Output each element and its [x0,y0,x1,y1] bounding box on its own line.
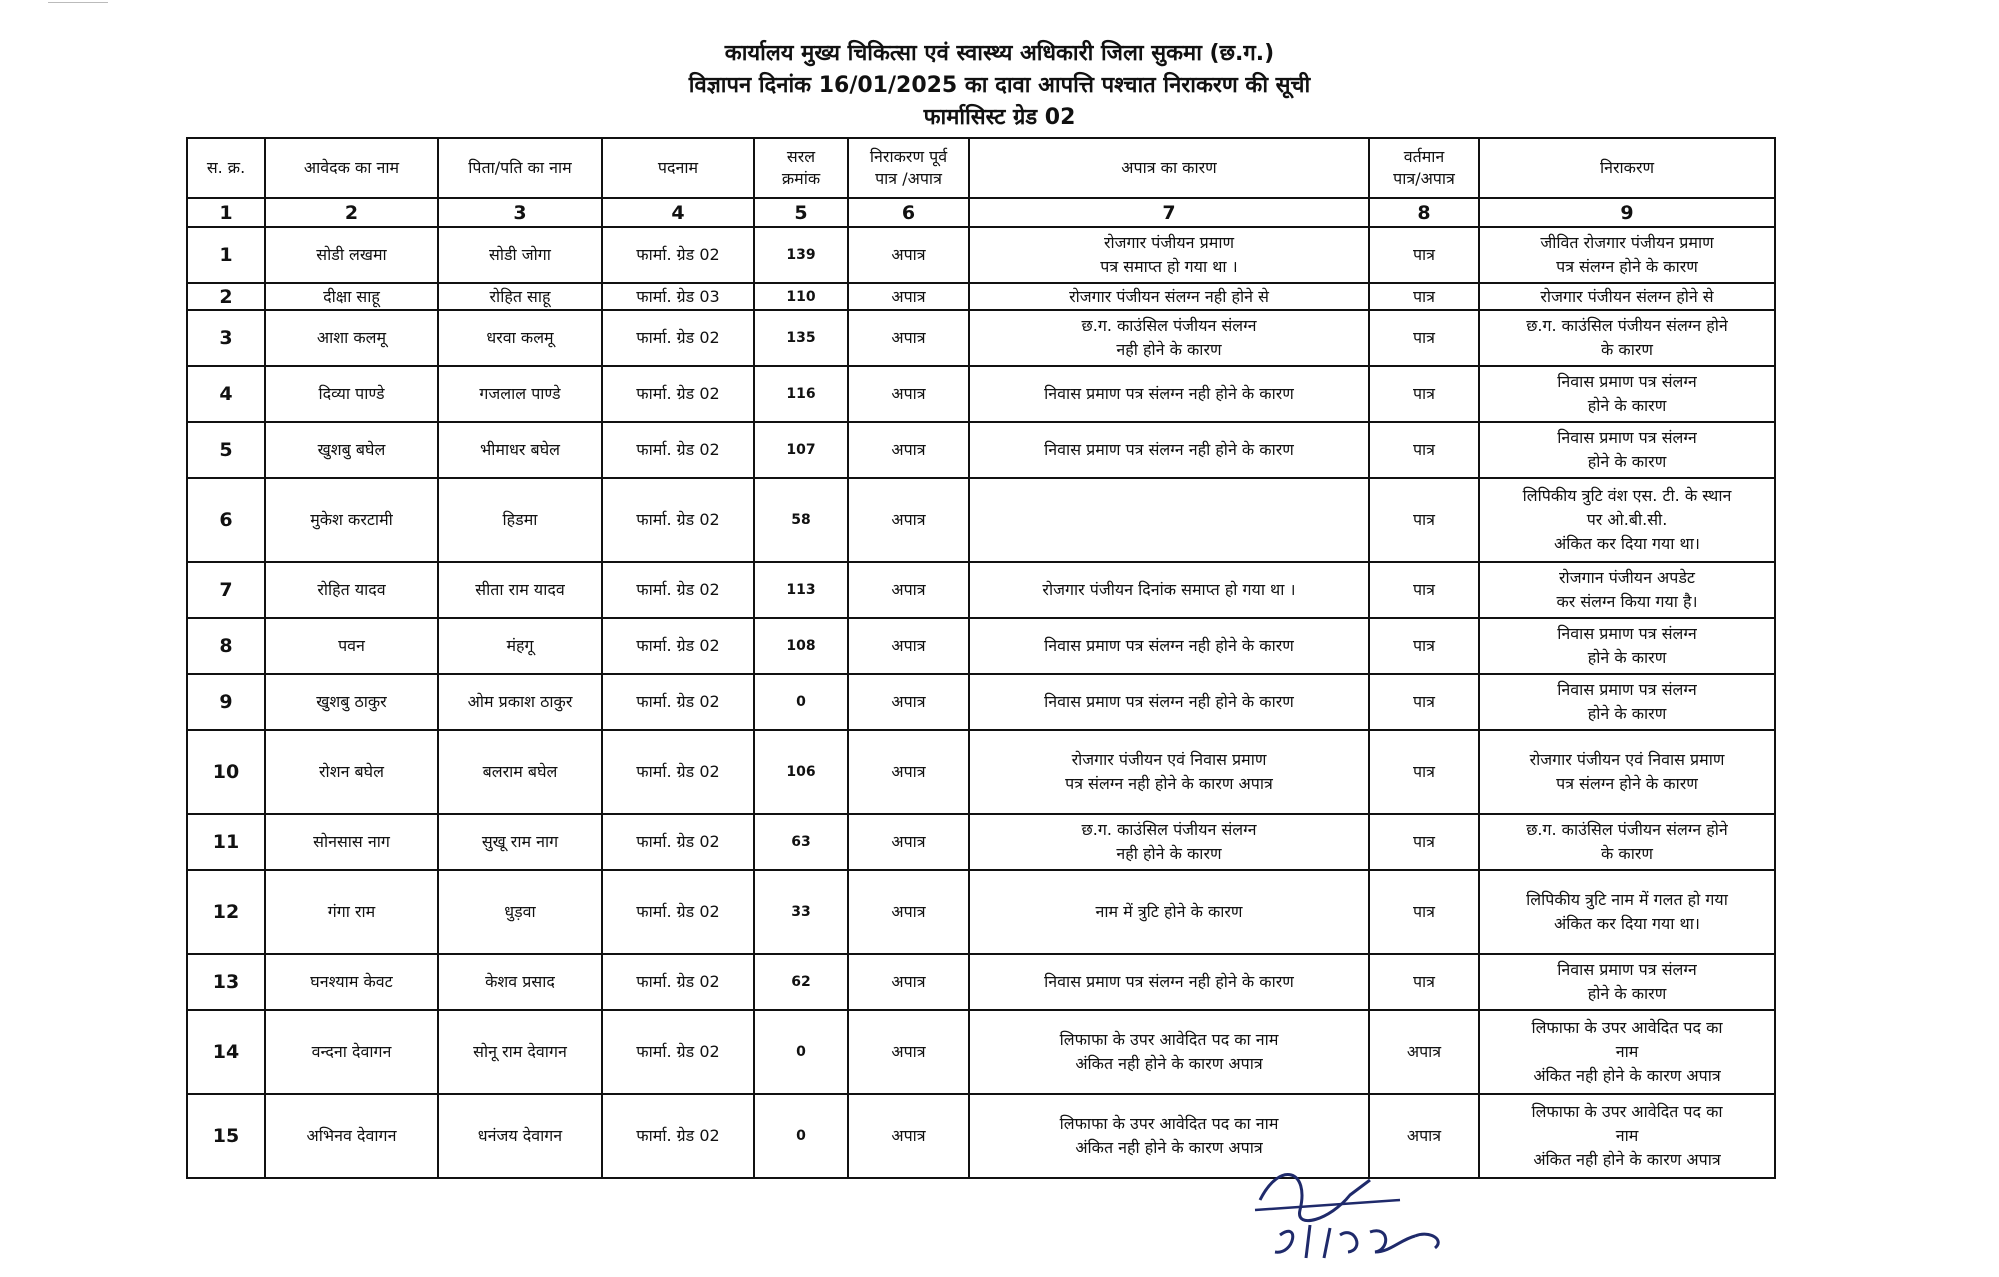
resolution-cell: निवास प्रमाण पत्र संलग्न होने के कारण [1479,618,1775,674]
status-before-cell: अपात्र [848,366,969,422]
resolution-cell: लिपिकीय त्रुटि वंश एस. टी. के स्थान पर ओ.बी.सी. अंकित कर दिया गया था। [1479,478,1775,562]
father-name-cell: मंहगू [438,618,602,674]
ineligibility-reason-cell: छ.ग. काउंसिल पंजीयन संलग्न नही होने के कारण [969,814,1369,870]
father-name-cell: सुखू राम नाग [438,814,602,870]
current-status-cell: पात्र [1369,814,1479,870]
table-row [187,674,1775,730]
ineligibility-reason-cell [969,478,1369,562]
father-name-cell: धरवा कलमू [438,310,602,366]
resolution-cell: छ.ग. काउंसिल पंजीयन संलग्न होने के कारण [1479,310,1775,366]
status-before-cell: अपात्र [848,310,969,366]
resolution-cell: निवास प्रमाण पत्र संलग्न होने के कारण [1479,954,1775,1010]
post-cell: फार्मा. ग्रेड 02 [602,227,754,283]
roll-number-cell: 139 [754,227,848,283]
table-row [187,310,1775,366]
current-status-cell: पात्र [1369,283,1479,310]
ineligibility-reason-cell: रोजगार पंजीयन एवं निवास प्रमाण पत्र संलग्न नही होने के कारण अपात्र [969,730,1369,814]
col-header-post: पदनाम [602,138,754,198]
current-status-cell: पात्र [1369,310,1479,366]
post-cell: फार्मा. ग्रेड 02 [602,618,754,674]
col-header-ineligibility-reason: अपात्र का कारण [969,138,1369,198]
resolution-cell: लिफाफा के उपर आवेदित पद का नाम अंकित नही होने के कारण अपात्र [1479,1010,1775,1094]
serial-cell: 14 [187,1010,265,1094]
current-status-cell: पात्र [1369,366,1479,422]
advertisement-title: विज्ञापन दिनांक 16/01/2025 का दावा आपत्ति पश्चात निराकरण की सूची [688,73,1311,98]
office-title: कार्यालय मुख्य चिकित्सा एवं स्वास्थ्य अधिकारी जिला सुकमा (छ.ग.) [724,41,1275,66]
col-header-applicant-name: आवेदक का नाम [265,138,438,198]
roll-number-cell: 0 [754,1010,848,1094]
applicant-name-cell: रोशन बघेल [265,730,438,814]
column-number: 2 [265,198,438,227]
status-before-cell: अपात्र [848,1010,969,1094]
serial-cell: 5 [187,422,265,478]
ineligibility-reason-cell: लिफाफा के उपर आवेदित पद का नाम अंकित नही होने के कारण अपात्र [969,1094,1369,1178]
resolution-cell: निवास प्रमाण पत्र संलग्न होने के कारण [1479,366,1775,422]
father-name-cell: सोडी जोगा [438,227,602,283]
status-before-cell: अपात्र [848,478,969,562]
resolution-cell: रोजगार पंजीयन संलग्न होने से [1479,283,1775,310]
serial-cell: 1 [187,227,265,283]
table-row [187,618,1775,674]
table-row [187,366,1775,422]
applicant-name-cell: सोडी लखमा [265,227,438,283]
status-before-cell: अपात्र [848,730,969,814]
applicant-name-cell: मुकेश करटामी [265,478,438,562]
current-status-cell: पात्र [1369,618,1479,674]
serial-cell: 13 [187,954,265,1010]
applicant-name-cell: दीक्षा साहू [265,283,438,310]
serial-cell: 6 [187,478,265,562]
post-cell: फार्मा. ग्रेड 02 [602,478,754,562]
col-header-current-status: वर्तमान पात्र/अपात्र [1369,138,1479,198]
column-number: 5 [754,198,848,227]
resolution-cell: रोजगार पंजीयन एवं निवास प्रमाण पत्र संलग्न होने के कारण [1479,730,1775,814]
roll-number-cell: 107 [754,422,848,478]
serial-cell: 10 [187,730,265,814]
post-cell: फार्मा. ग्रेड 02 [602,814,754,870]
table-row [187,870,1775,954]
serial-cell: 9 [187,674,265,730]
applicant-name-cell: आशा कलमू [265,310,438,366]
serial-cell: 2 [187,283,265,310]
current-status-cell: पात्र [1369,954,1479,1010]
column-number-row [187,198,1775,227]
current-status-cell: पात्र [1369,730,1479,814]
serial-cell: 4 [187,366,265,422]
column-number: 9 [1479,198,1775,227]
serial-cell: 7 [187,562,265,618]
serial-cell: 3 [187,310,265,366]
resolution-cell: जीवित रोजगार पंजीयन प्रमाण पत्र संलग्न होने के कारण [1479,227,1775,283]
father-name-cell: रोहित साहू [438,283,602,310]
status-before-cell: अपात्र [848,618,969,674]
serial-cell: 12 [187,870,265,954]
post-cell: फार्मा. ग्रेड 02 [602,870,754,954]
current-status-cell: पात्र [1369,227,1479,283]
post-cell: फार्मा. ग्रेड 02 [602,1094,754,1178]
table-row [187,954,1775,1010]
resolution-cell: रोजगान पंजीयन अपडेट कर संलग्न किया गया है। [1479,562,1775,618]
column-number: 1 [187,198,265,227]
roll-number-cell: 113 [754,562,848,618]
table-body [187,227,1775,1178]
applicant-name-cell: रोहित यादव [265,562,438,618]
ineligibility-reason-cell: निवास प्रमाण पत्र संलग्न नही होने के कारण [969,674,1369,730]
table-row [187,1010,1775,1094]
current-status-cell: अपात्र [1369,1094,1479,1178]
status-before-cell: अपात्र [848,674,969,730]
current-status-cell: अपात्र [1369,1010,1479,1094]
post-cell: फार्मा. ग्रेड 03 [602,283,754,310]
ineligibility-reason-cell: निवास प्रमाण पत्र संलग्न नही होने के कारण [969,422,1369,478]
resolution-cell: निवास प्रमाण पत्र संलग्न होने के कारण [1479,674,1775,730]
table-row [187,478,1775,562]
father-name-cell: भीमाधर बघेल [438,422,602,478]
applicant-name-cell: घनश्याम केवट [265,954,438,1010]
col-header-roll-number: सरल क्रमांक [754,138,848,198]
post-cell: फार्मा. ग्रेड 02 [602,954,754,1010]
roll-number-cell: 62 [754,954,848,1010]
father-name-cell: धनंजय देवागन [438,1094,602,1178]
post-cell: फार्मा. ग्रेड 02 [602,1010,754,1094]
table-row [187,730,1775,814]
roll-number-cell: 106 [754,730,848,814]
resolution-cell: लिपिकीय त्रुटि नाम में गलत हो गया अंकित कर दिया गया था। [1479,870,1775,954]
post-cell: फार्मा. ग्रेड 02 [602,562,754,618]
serial-cell: 15 [187,1094,265,1178]
column-number: 6 [848,198,969,227]
father-name-cell: धुड़वा [438,870,602,954]
header-row [187,138,1775,198]
ineligibility-reason-cell: लिफाफा के उपर आवेदित पद का नाम अंकित नही होने के कारण अपात्र [969,1010,1369,1094]
applicant-name-cell: दिव्या पाण्डे [265,366,438,422]
col-header-serial: स. क्र. [187,138,265,198]
serial-cell: 8 [187,618,265,674]
applicant-name-cell: खुशबु बघेल [265,422,438,478]
post-cell: फार्मा. ग्रेड 02 [602,366,754,422]
status-before-cell: अपात्र [848,814,969,870]
table-row [187,422,1775,478]
resolution-table [186,137,1776,1179]
resolution-cell: लिफाफा के उपर आवेदित पद का नाम अंकित नही होने के कारण अपात्र [1479,1094,1775,1178]
table-row [187,227,1775,283]
applicant-name-cell: खुशबु ठाकुर [265,674,438,730]
roll-number-cell: 108 [754,618,848,674]
father-name-cell: गजलाल पाण्डे [438,366,602,422]
resolution-cell: छ.ग. काउंसिल पंजीयन संलग्न होने के कारण [1479,814,1775,870]
ineligibility-reason-cell: निवास प्रमाण पत्र संलग्न नही होने के कारण [969,618,1369,674]
resolution-cell: निवास प्रमाण पत्र संलग्न होने के कारण [1479,422,1775,478]
roll-number-cell: 110 [754,283,848,310]
applicant-name-cell: अभिनव देवागन [265,1094,438,1178]
table-row [187,814,1775,870]
roll-number-cell: 116 [754,366,848,422]
status-before-cell: अपात्र [848,422,969,478]
ineligibility-reason-cell: रोजगार पंजीयन संलग्न नही होने से [969,283,1369,310]
status-before-cell: अपात्र [848,562,969,618]
roll-number-cell: 0 [754,674,848,730]
post-cell: फार्मा. ग्रेड 02 [602,730,754,814]
column-number: 7 [969,198,1369,227]
post-cell: फार्मा. ग्रेड 02 [602,310,754,366]
table-row [187,562,1775,618]
current-status-cell: पात्र [1369,422,1479,478]
status-before-cell: अपात्र [848,870,969,954]
ineligibility-reason-cell: नाम में त्रुटि होने के कारण [969,870,1369,954]
ineligibility-reason-cell: रोजगार पंजीयन प्रमाण पत्र समाप्त हो गया था । [969,227,1369,283]
column-number: 8 [1369,198,1479,227]
father-name-cell: ओम प्रकाश ठाकुर [438,674,602,730]
father-name-cell: केशव प्रसाद [438,954,602,1010]
roll-number-cell: 135 [754,310,848,366]
col-header-status-before: निराकरण पूर्व पात्र /अपात्र [848,138,969,198]
scan-corner-mark [48,2,108,9]
column-number: 4 [602,198,754,227]
status-before-cell: अपात्र [848,283,969,310]
status-before-cell: अपात्र [848,1094,969,1178]
ineligibility-reason-cell: रोजगार पंजीयन दिनांक समाप्त हो गया था । [969,562,1369,618]
father-name-cell: सोनू राम देवागन [438,1010,602,1094]
current-status-cell: पात्र [1369,870,1479,954]
table-row [187,1094,1775,1178]
applicant-name-cell: पवन [265,618,438,674]
applicant-name-cell: सोनसास नाग [265,814,438,870]
roll-number-cell: 63 [754,814,848,870]
post-cell: फार्मा. ग्रेड 02 [602,422,754,478]
column-number: 3 [438,198,602,227]
table-row [187,283,1775,310]
col-header-father-name: पिता/पति का नाम [438,138,602,198]
status-before-cell: अपात्र [848,954,969,1010]
current-status-cell: पात्र [1369,562,1479,618]
current-status-cell: पात्र [1369,674,1479,730]
ineligibility-reason-cell: निवास प्रमाण पत्र संलग्न नही होने के कारण [969,954,1369,1010]
ineligibility-reason-cell: निवास प्रमाण पत्र संलग्न नही होने के कारण [969,366,1369,422]
roll-number-cell: 33 [754,870,848,954]
applicant-name-cell: गंगा राम [265,870,438,954]
ineligibility-reason-cell: छ.ग. काउंसिल पंजीयन संलग्न नही होने के कारण [969,310,1369,366]
post-title: फार्मासिस्ट ग्रेड 02 [923,105,1076,130]
document-header [0,38,1999,134]
serial-cell: 11 [187,814,265,870]
roll-number-cell: 58 [754,478,848,562]
post-cell: फार्मा. ग्रेड 02 [602,674,754,730]
father-name-cell: सीता राम यादव [438,562,602,618]
status-before-cell: अपात्र [848,227,969,283]
current-status-cell: पात्र [1369,478,1479,562]
col-header-resolution: निराकरण [1479,138,1775,198]
applicant-name-cell: वन्दना देवागन [265,1010,438,1094]
father-name-cell: हिडमा [438,478,602,562]
father-name-cell: बलराम बघेल [438,730,602,814]
roll-number-cell: 0 [754,1094,848,1178]
